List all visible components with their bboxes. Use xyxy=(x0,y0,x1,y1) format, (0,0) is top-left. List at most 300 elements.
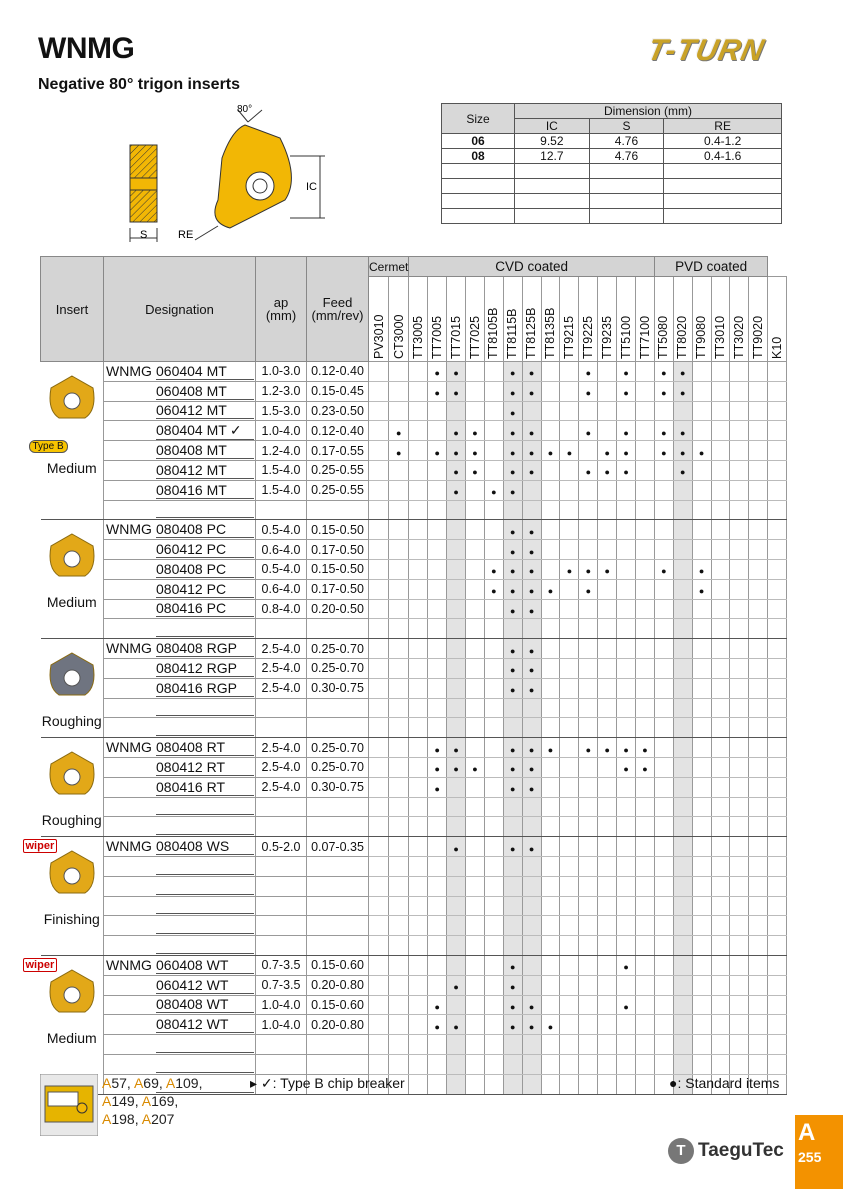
grade-cell-tt7025 xyxy=(466,896,485,916)
grade-cell-tt8135b xyxy=(541,460,560,480)
ref-page-link[interactable]: 109 xyxy=(175,1075,199,1091)
grade-cell-tt8135b xyxy=(541,1074,560,1094)
grade-cell-tt8105b xyxy=(484,441,503,461)
grade-cell-tt3010 xyxy=(711,500,730,520)
standard-item-dot: ● xyxy=(510,586,516,597)
grade-cell-tt8115b xyxy=(503,421,522,441)
grade-cell-tt8020 xyxy=(673,817,692,837)
grade-cell-tt9235 xyxy=(598,797,617,817)
grade-cell-tt7005 xyxy=(428,995,447,1015)
insert-header: Insert xyxy=(41,257,104,362)
designation-prefix: WNMG xyxy=(106,362,152,379)
grade-cell-tt9215 xyxy=(560,797,579,817)
grade-cell-tt8125b xyxy=(522,1054,541,1074)
grade-cell-tt9080 xyxy=(692,698,711,718)
grade-cell-tt7100 xyxy=(636,955,655,975)
grade-cell-tt9215 xyxy=(560,520,579,540)
grade-cell-tt9235 xyxy=(598,837,617,857)
grade-cell-tt8125b xyxy=(522,817,541,837)
ap-cell: 1.5-4.0 xyxy=(256,460,307,480)
grade-cell-tt8105b xyxy=(484,500,503,520)
standard-item-dot: ● xyxy=(528,843,535,854)
grade-cell-tt8105b xyxy=(484,975,503,995)
ap-cell xyxy=(256,896,307,916)
ref-page-link[interactable]: 149 xyxy=(111,1093,135,1109)
grade-cell-tt9020 xyxy=(749,896,768,916)
grade-cell-tt5080 xyxy=(654,797,673,817)
standard-item-dot: ● xyxy=(585,744,592,755)
standard-item-dot: ● xyxy=(434,744,440,755)
grade-cell-tt3005 xyxy=(409,421,428,441)
insert-image xyxy=(45,649,99,703)
grade-cell-tt9225 xyxy=(579,876,598,896)
grade-cell-tt9225 xyxy=(579,1015,598,1035)
grade-cell-tt9215 xyxy=(560,718,579,738)
grade-cell-tt3020 xyxy=(730,876,749,896)
designation-code xyxy=(156,660,254,677)
feed-cell: 0.25-0.55 xyxy=(307,480,369,500)
grade-header-tt5080: TT5080 xyxy=(654,277,673,362)
grade-cell-pv3010 xyxy=(369,520,389,540)
grade-cell-tt9080 xyxy=(692,381,711,401)
grade-cell-tt9080 xyxy=(692,856,711,876)
grade-cell-tt7025 xyxy=(466,579,485,599)
grade-cell-tt7100 xyxy=(636,698,655,718)
standard-item-dot: ● xyxy=(528,566,535,577)
table-row xyxy=(41,837,787,857)
standard-item-dot: ● xyxy=(623,388,629,399)
grade-cell-tt7100 xyxy=(636,777,655,797)
grade-cell-k10 xyxy=(768,500,787,520)
designation-code xyxy=(156,541,254,558)
grade-cell-tt9235 xyxy=(598,362,617,382)
grade-cell-tt9020 xyxy=(749,1035,768,1055)
grade-cell-tt7025 xyxy=(466,401,485,421)
grade-cell-tt3010 xyxy=(711,441,730,461)
grade-cell-tt9020 xyxy=(749,678,768,698)
feed-cell: 0.23-0.50 xyxy=(307,401,369,421)
grade-cell-tt9235 xyxy=(598,500,617,520)
grade-cell-tt9020 xyxy=(749,421,768,441)
standard-item-dot: ● xyxy=(661,368,667,379)
standard-item-dot: ● xyxy=(528,1001,535,1012)
designation-cell xyxy=(104,698,256,718)
grade-cell-tt8105b xyxy=(484,480,503,500)
designation-code-text: 080416 MT xyxy=(156,481,227,498)
grade-cell-tt9235 xyxy=(598,658,617,678)
grade-cell-tt8125b xyxy=(522,955,541,975)
grade-cell-tt7005 xyxy=(428,460,447,480)
grade-cell-tt7025 xyxy=(466,1035,485,1055)
grade-cell-tt9215 xyxy=(560,381,579,401)
grade-cell-tt7005 xyxy=(428,1015,447,1035)
grade-cell-tt5080 xyxy=(654,401,673,421)
designation-code-text: 060412 PC xyxy=(156,541,227,558)
dim-cell-ic xyxy=(515,179,590,194)
standard-item-dot: ● xyxy=(585,388,592,399)
ref-prefix: A xyxy=(141,1111,152,1127)
grade-cell-tt9080 xyxy=(692,460,711,480)
grade-cell-tt3010 xyxy=(711,936,730,956)
ref-page-link[interactable]: 198 xyxy=(111,1111,135,1127)
table-row xyxy=(41,559,787,579)
feed-cell: 0.12-0.40 xyxy=(307,421,369,441)
standard-item-dot: ● xyxy=(528,586,535,597)
grade-cell-tt3010 xyxy=(711,995,730,1015)
grade-cell-tt3020 xyxy=(730,579,749,599)
grade-cell-tt9225 xyxy=(579,797,598,817)
grade-cell-tt7005 xyxy=(428,678,447,698)
grade-header-tt3005: TT3005 xyxy=(409,277,428,362)
standard-item-dot: ● xyxy=(510,427,516,438)
grade-cell-tt5100 xyxy=(617,678,636,698)
grade-cell-tt7015 xyxy=(447,1074,466,1094)
ap-cell: 2.5-4.0 xyxy=(256,738,307,758)
grade-cell-tt7005 xyxy=(428,777,447,797)
standard-item-dot: ● xyxy=(528,1021,535,1032)
grade-cell-tt8115b xyxy=(503,441,522,461)
designation-cell xyxy=(104,639,256,659)
designation-code-text: 080412 MT xyxy=(156,461,227,478)
grade-cell-tt8105b xyxy=(484,678,503,698)
grade-cell-tt5080 xyxy=(654,362,673,382)
grade-cell-k10 xyxy=(768,362,787,382)
grade-cell-k10 xyxy=(768,559,787,579)
grade-cell-tt7100 xyxy=(636,856,655,876)
standard-item-dot: ● xyxy=(453,447,459,458)
grade-cell-ct3000 xyxy=(389,599,409,619)
grade-cell-tt5080 xyxy=(654,856,673,876)
feed-cell: 0.17-0.55 xyxy=(307,441,369,461)
grade-cell-tt9020 xyxy=(749,540,768,560)
grade-header-tt9020: TT9020 xyxy=(749,277,768,362)
table-row xyxy=(41,362,787,382)
designation-code-text: 080416 PC xyxy=(156,600,227,617)
designation-code xyxy=(156,719,254,736)
dim-cell-s xyxy=(589,194,664,209)
grade-cell-tt8135b xyxy=(541,381,560,401)
table-row xyxy=(41,401,787,421)
grade-cell-tt3010 xyxy=(711,421,730,441)
designation-cell xyxy=(104,777,256,797)
grade-cell-tt3005 xyxy=(409,540,428,560)
grade-cell-tt7025 xyxy=(466,678,485,698)
grade-cell-tt8020 xyxy=(673,540,692,560)
grade-cell-pv3010 xyxy=(369,599,389,619)
grade-cell-tt5080 xyxy=(654,619,673,639)
grade-cell-tt9225 xyxy=(579,441,598,461)
grade-cell-tt7015 xyxy=(447,500,466,520)
grade-cell-tt9215 xyxy=(560,579,579,599)
dim-cell-s xyxy=(589,179,664,194)
grade-cell-tt8020 xyxy=(673,639,692,659)
grade-cell-tt8020 xyxy=(673,718,692,738)
grade-cell-tt5080 xyxy=(654,995,673,1015)
grade-cell-tt9235 xyxy=(598,936,617,956)
grade-cell-tt7005 xyxy=(428,381,447,401)
grade-cell-tt9235 xyxy=(598,916,617,936)
grade-cell-tt7015 xyxy=(447,421,466,441)
grade-cell-tt9235 xyxy=(598,441,617,461)
table-row xyxy=(41,678,787,698)
grade-cell-tt8020 xyxy=(673,936,692,956)
grade-cell-ct3000 xyxy=(389,441,409,461)
grade-cell-tt9235 xyxy=(598,718,617,738)
grade-cell-tt7015 xyxy=(447,540,466,560)
grade-cell-tt8135b xyxy=(541,1054,560,1074)
standard-item-dot: ● xyxy=(604,447,610,458)
grade-cell-tt9080 xyxy=(692,1054,711,1074)
grade-cell-tt9020 xyxy=(749,797,768,817)
grade-cell-tt7005 xyxy=(428,975,447,995)
grade-cell-tt8135b xyxy=(541,480,560,500)
grade-cell-tt8020 xyxy=(673,480,692,500)
grade-cell-tt7100 xyxy=(636,480,655,500)
ref-page-link[interactable]: 207 xyxy=(151,1111,175,1127)
grade-cell-tt8020 xyxy=(673,1054,692,1074)
grade-cell-tt9080 xyxy=(692,520,711,540)
grade-cell-tt3005 xyxy=(409,738,428,758)
cermet-header: Cermet xyxy=(369,257,409,277)
grade-cell-tt9215 xyxy=(560,1074,579,1094)
grade-cell-pv3010 xyxy=(369,698,389,718)
holder-thumbnail xyxy=(40,1074,98,1136)
standard-item-dot: ● xyxy=(528,645,535,656)
standard-item-dot: ● xyxy=(528,427,535,438)
grade-cell-tt8105b xyxy=(484,718,503,738)
insert-cell xyxy=(25,837,104,956)
standard-item-dot: ● xyxy=(680,447,686,458)
grade-cell-tt9225 xyxy=(579,421,598,441)
standard-item-dot: ● xyxy=(698,447,705,458)
grade-cell-tt5100 xyxy=(617,738,636,758)
dimension-row xyxy=(442,149,782,164)
grade-cell-tt3010 xyxy=(711,362,730,382)
ap-cell: 1.5-3.0 xyxy=(256,401,307,421)
feed-cell: 0.30-0.75 xyxy=(307,678,369,698)
designation-cell xyxy=(104,441,256,461)
grade-cell-tt9080 xyxy=(692,540,711,560)
grade-cell-tt3020 xyxy=(730,401,749,421)
grade-cell-tt7005 xyxy=(428,421,447,441)
dim-cell-size xyxy=(442,194,515,209)
ap-cell: 0.7-3.5 xyxy=(256,975,307,995)
grade-cell-tt3010 xyxy=(711,480,730,500)
grade-cell-ct3000 xyxy=(389,955,409,975)
grade-cell-tt3020 xyxy=(730,1054,749,1074)
grade-cell-ct3000 xyxy=(389,559,409,579)
grade-cell-pv3010 xyxy=(369,678,389,698)
grade-cell-tt9235 xyxy=(598,955,617,975)
grade-cell-tt8020 xyxy=(673,916,692,936)
grade-cell-tt9215 xyxy=(560,738,579,758)
grade-cell-tt7005 xyxy=(428,1074,447,1094)
grade-cell-tt9235 xyxy=(598,559,617,579)
grade-cell-tt9235 xyxy=(598,401,617,421)
grade-cell-tt7005 xyxy=(428,718,447,738)
grade-cell-tt9225 xyxy=(579,757,598,777)
feed-cell: 0.17-0.50 xyxy=(307,579,369,599)
grade-cell-tt7025 xyxy=(466,757,485,777)
ap-cell: 1.5-4.0 xyxy=(256,480,307,500)
grade-cell-k10 xyxy=(768,520,787,540)
designation-code-text: 060412 WT xyxy=(156,976,229,993)
grade-cell-tt7015 xyxy=(447,817,466,837)
ref-page-link[interactable]: 69 xyxy=(143,1075,159,1091)
designation-code xyxy=(156,640,254,657)
ap-cell: 0.5-4.0 xyxy=(256,559,307,579)
ref-prefix: A xyxy=(133,1075,144,1091)
feed-cell xyxy=(307,876,369,896)
grade-cell-tt8115b xyxy=(503,619,522,639)
table-row xyxy=(41,698,787,718)
grade-cell-tt3005 xyxy=(409,1035,428,1055)
grade-cell-tt9225 xyxy=(579,480,598,500)
grade-cell-tt8135b xyxy=(541,401,560,421)
designation-prefix: WNMG xyxy=(106,739,152,756)
pvd-header: PVD coated xyxy=(654,257,767,277)
grade-cell-tt8125b xyxy=(522,421,541,441)
grade-cell-tt8115b xyxy=(503,599,522,619)
grade-cell-tt8135b xyxy=(541,599,560,619)
grade-cell-k10 xyxy=(768,837,787,857)
feed-cell: 0.25-0.70 xyxy=(307,639,369,659)
grade-cell-tt3005 xyxy=(409,460,428,480)
grade-cell-tt7025 xyxy=(466,856,485,876)
grade-cell-tt8105b xyxy=(484,936,503,956)
grade-cell-tt8105b xyxy=(484,460,503,480)
table-row xyxy=(41,896,787,916)
grade-cell-tt7015 xyxy=(447,718,466,738)
grade-cell-tt8135b xyxy=(541,856,560,876)
grade-cell-tt5080 xyxy=(654,599,673,619)
grade-cell-tt3020 xyxy=(730,460,749,480)
grade-cell-tt7015 xyxy=(447,460,466,480)
re-label: RE xyxy=(178,229,194,241)
grade-cell-tt8135b xyxy=(541,975,560,995)
grade-cell-tt8125b xyxy=(522,559,541,579)
grade-cell-pv3010 xyxy=(369,995,389,1015)
grade-cell-tt8135b xyxy=(541,797,560,817)
grade-cell-tt8115b xyxy=(503,639,522,659)
grade-cell-tt5100 xyxy=(617,362,636,382)
table-row xyxy=(41,995,787,1015)
grade-cell-tt8125b xyxy=(522,995,541,1015)
grade-cell-tt9215 xyxy=(560,500,579,520)
grade-cell-tt8020 xyxy=(673,460,692,480)
grade-cell-tt9225 xyxy=(579,639,598,659)
dim-cell-s xyxy=(589,209,664,224)
dimension-row xyxy=(442,194,782,209)
grade-cell-tt9235 xyxy=(598,856,617,876)
standard-item-dot: ● xyxy=(585,467,592,478)
designation-cell xyxy=(104,1015,256,1035)
grade-cell-tt9235 xyxy=(598,1054,617,1074)
standard-item-dot: ● xyxy=(491,487,497,498)
grade-cell-tt7025 xyxy=(466,559,485,579)
grade-cell-tt5080 xyxy=(654,658,673,678)
standard-item-dot: ● xyxy=(453,388,459,399)
grade-cell-tt8125b xyxy=(522,797,541,817)
grade-cell-tt7100 xyxy=(636,619,655,639)
grade-cell-tt7005 xyxy=(428,362,447,382)
grade-cell-tt3020 xyxy=(730,520,749,540)
ref-page-link[interactable]: 57 xyxy=(111,1075,127,1091)
grade-cell-tt9235 xyxy=(598,1074,617,1094)
grade-cell-tt8020 xyxy=(673,559,692,579)
grade-cell-tt8115b xyxy=(503,955,522,975)
grade-cell-tt3005 xyxy=(409,441,428,461)
standard-item-dot: ● xyxy=(623,447,629,458)
grade-cell-tt9225 xyxy=(579,401,598,421)
grade-cell-tt7100 xyxy=(636,975,655,995)
grade-cell-tt7100 xyxy=(636,718,655,738)
table-row xyxy=(41,381,787,401)
grade-cell-k10 xyxy=(768,876,787,896)
grade-cell-tt7015 xyxy=(447,362,466,382)
grade-cell-tt8135b xyxy=(541,639,560,659)
standard-item-dot: ● xyxy=(434,764,440,775)
dim-cell-re xyxy=(664,209,782,224)
grade-cell-tt7025 xyxy=(466,619,485,639)
standard-item-dot: ● xyxy=(510,784,516,795)
designation-cell xyxy=(104,421,256,441)
grade-cell-k10 xyxy=(768,639,787,659)
grade-cell-tt8125b xyxy=(522,460,541,480)
grade-cell-tt7025 xyxy=(466,540,485,560)
grade-cell-tt8125b xyxy=(522,658,541,678)
grade-cell-tt9080 xyxy=(692,480,711,500)
grade-cell-tt8135b xyxy=(541,559,560,579)
ref-page-link[interactable]: 169 xyxy=(151,1093,175,1109)
standard-item-dot: ● xyxy=(585,566,592,577)
feed-header: Feed (mm/rev) xyxy=(307,257,369,362)
grade-cell-ct3000 xyxy=(389,362,409,382)
standard-item-dot: ● xyxy=(623,744,629,755)
standard-item-dot: ● xyxy=(510,546,516,557)
grade-cell-tt9225 xyxy=(579,856,598,876)
grade-cell-ct3000 xyxy=(389,500,409,520)
grade-cell-tt9020 xyxy=(749,559,768,579)
grade-cell-tt7100 xyxy=(636,559,655,579)
standard-item-dot: ● xyxy=(510,566,516,577)
grade-cell-pv3010 xyxy=(369,777,389,797)
feed-cell xyxy=(307,797,369,817)
grade-cell-tt7015 xyxy=(447,441,466,461)
grade-cell-tt5100 xyxy=(617,876,636,896)
ap-cell xyxy=(256,936,307,956)
grade-cell-tt9235 xyxy=(598,1015,617,1035)
grade-cell-ct3000 xyxy=(389,639,409,659)
grade-cell-ct3000 xyxy=(389,421,409,441)
grade-cell-pv3010 xyxy=(369,480,389,500)
grade-cell-tt8020 xyxy=(673,757,692,777)
grade-cell-tt7005 xyxy=(428,1035,447,1055)
grade-cell-tt8135b xyxy=(541,837,560,857)
grade-header-tt8115b: TT8115B xyxy=(503,277,522,362)
grade-cell-tt9225 xyxy=(579,718,598,738)
grade-cell-tt8020 xyxy=(673,441,692,461)
grade-cell-tt8125b xyxy=(522,599,541,619)
grade-cell-tt8115b xyxy=(503,1054,522,1074)
ap-cell: 0.8-4.0 xyxy=(256,599,307,619)
grade-cell-tt8135b xyxy=(541,916,560,936)
grade-cell-k10 xyxy=(768,955,787,975)
grade-cell-tt9215 xyxy=(560,698,579,718)
re-header: RE xyxy=(664,119,782,134)
grade-cell-tt7025 xyxy=(466,738,485,758)
grade-cell-tt9235 xyxy=(598,876,617,896)
